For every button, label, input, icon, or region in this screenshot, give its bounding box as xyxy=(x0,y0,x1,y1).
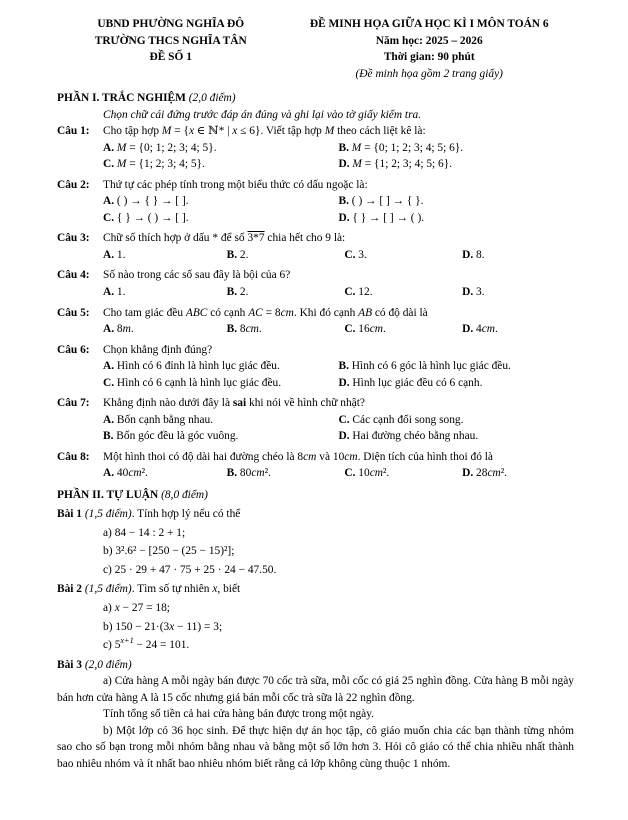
text-run: b) Một lớp có 36 học sinh. Để thực hiện dự án học tập, cô giáo muốn chia các bạn thành từng nhóm sao cho số bạn trong mỗi nhóm bằng nhau và bằng một số lớn hơn 3. Hỏi cô giáo có thể chia nhiều nhất thành bao nhiêu nhóm và ít nhất bao nhiêu nhóm biết rằng cả lớp không cùng thuộc 1 nhóm. xyxy=(57,724,574,770)
text-run: Chữ số thích hợp ở dấu * để số xyxy=(103,232,248,245)
text-run: có độ dài là xyxy=(372,306,428,319)
question-body xyxy=(103,123,574,173)
option-letter: A. xyxy=(103,248,117,261)
question-8 xyxy=(57,449,574,482)
text-run: cm xyxy=(251,467,265,480)
question-body xyxy=(103,305,574,338)
exam-code: ĐỀ SỐ 1 xyxy=(149,51,192,64)
question-label: Câu 7: xyxy=(57,397,90,410)
text-run: 10 xyxy=(358,467,370,480)
text-run: M xyxy=(351,141,362,154)
option-letter: D. xyxy=(338,430,353,443)
option-letter: A. xyxy=(103,360,117,373)
text-run: ( ) → [ ] → { }. xyxy=(351,195,424,208)
question-label: Câu 1: xyxy=(57,125,90,138)
problem-header xyxy=(57,657,574,674)
option-c xyxy=(344,321,462,338)
text-run: cm xyxy=(369,467,383,480)
option-letter: A. xyxy=(103,413,117,426)
option-grid xyxy=(103,321,574,338)
text-run: − 27 = 18; xyxy=(119,602,170,614)
text-run: Một hình thoi có độ dài hai đường chéo là xyxy=(103,450,298,463)
text-run: 40 xyxy=(116,467,129,480)
option-letter: C. xyxy=(344,285,359,298)
school-header xyxy=(57,16,284,82)
text-run: 3. xyxy=(358,248,367,261)
text-run: 28 xyxy=(476,467,488,480)
text-run: cm xyxy=(487,467,501,480)
text-run: 1. xyxy=(116,285,126,298)
option-b xyxy=(227,284,345,301)
option-grid xyxy=(103,358,574,391)
text-run: Hình có 6 cạnh là hình lục giác đều. xyxy=(116,376,282,389)
question-3 xyxy=(57,230,574,263)
option-letter: C. xyxy=(344,467,359,480)
text-run: Hình có 6 góc là hình lục giác đều. xyxy=(351,360,511,373)
text-run: cm xyxy=(481,323,496,336)
text-run: Bài 2 xyxy=(57,583,85,596)
problem-paragraph xyxy=(57,673,574,706)
question-7 xyxy=(57,395,574,445)
option-d xyxy=(462,465,574,482)
text-run: c) 25 · 29 + 47 · 75 + 25 · 24 − 47.50. xyxy=(103,563,277,576)
option-letter: C. xyxy=(103,376,117,389)
question-text xyxy=(103,449,574,466)
text-run: theo cách liệt kê là: xyxy=(334,125,426,138)
option-c xyxy=(339,412,575,429)
text-run: 2. xyxy=(239,285,249,298)
option-a xyxy=(103,358,339,375)
text-run: . Tính hợp lý nếu có thể xyxy=(131,508,241,521)
question-list xyxy=(57,123,574,482)
text-run: . xyxy=(130,323,134,336)
question-6 xyxy=(57,342,574,392)
text-run: (1,5 điểm) xyxy=(84,583,132,596)
option-letter: A. xyxy=(103,285,117,298)
option-c xyxy=(103,156,339,173)
text-run: ABC xyxy=(185,306,208,319)
text-run: ². xyxy=(264,467,271,480)
text-run: x+1 xyxy=(120,636,134,646)
question-text xyxy=(103,177,574,194)
text-run: Hình lục giác đều có 6 cạnh. xyxy=(352,376,483,389)
text-run: PHẦN I. TRẮC NGHIỆM xyxy=(57,92,189,105)
question-label: Câu 8: xyxy=(57,450,90,463)
text-run: − 11) = 3; xyxy=(174,620,223,633)
option-a xyxy=(103,193,339,210)
text-run: x xyxy=(212,583,218,596)
text-run: { } → ( ) → [ ]. xyxy=(116,211,189,224)
text-run: ≤ 6} xyxy=(237,125,261,138)
text-run: x xyxy=(232,125,238,138)
option-letter: C. xyxy=(103,211,117,224)
option-letter: A. xyxy=(103,195,117,208)
option-letter: B. xyxy=(103,430,117,443)
option-letter: C. xyxy=(344,323,359,336)
option-letter: C. xyxy=(338,413,353,426)
question-text xyxy=(103,123,574,140)
text-run: . Khi đó cạnh xyxy=(293,306,359,319)
text-run: M xyxy=(116,158,127,171)
problem-item xyxy=(103,619,574,636)
text-run: 1. xyxy=(116,248,126,261)
text-run: Cho tam giác đều xyxy=(103,306,186,319)
question-text xyxy=(103,305,574,322)
question-body xyxy=(103,177,574,227)
option-c xyxy=(344,465,462,482)
text-run: M xyxy=(161,125,172,138)
text-run: Hai đường chéo bằng nhau. xyxy=(352,430,479,443)
exam-title: ĐỀ MINH HỌA GIỮA HỌC KÌ I MÔN TOÁN 6 xyxy=(309,18,549,30)
text-run: x xyxy=(169,620,175,633)
option-letter: D. xyxy=(462,285,477,298)
text-run: { } → [ ] → ( ). xyxy=(352,211,425,224)
option-letter: B. xyxy=(226,285,240,298)
question-text xyxy=(103,395,574,412)
option-letter: B. xyxy=(338,360,352,373)
text-run: m xyxy=(122,323,131,336)
text-run: cm xyxy=(303,450,317,463)
text-run: chia hết cho 9 là: xyxy=(264,232,346,245)
question-text xyxy=(103,267,574,284)
option-d xyxy=(339,375,575,392)
text-run: 8. xyxy=(476,248,485,261)
text-run: (2,0 điểm) xyxy=(188,92,236,105)
text-run: M xyxy=(116,141,127,154)
option-b xyxy=(227,247,345,264)
text-run: và xyxy=(316,450,333,463)
option-d xyxy=(462,247,574,264)
text-run: x xyxy=(188,125,195,138)
text-run: − 24 = 101. xyxy=(133,639,190,652)
text-run: a) 84 − 14 : 2 + 1; xyxy=(103,526,186,539)
school-name: TRƯỜNG THCS NGHĨA TÂN xyxy=(94,34,247,47)
text-run: cm xyxy=(369,323,383,336)
text-run: cm xyxy=(245,323,259,336)
option-grid xyxy=(103,193,574,226)
problem-header xyxy=(57,581,574,598)
option-c xyxy=(344,247,462,264)
document-header xyxy=(57,16,574,82)
text-run: b) 3².6² − [250 − (25 − 15)²]; xyxy=(103,545,235,558)
text-run: x xyxy=(114,602,120,614)
option-grid xyxy=(103,465,574,482)
problem-item xyxy=(103,637,574,654)
option-letter: C. xyxy=(103,158,117,171)
text-run: Các cạnh đối song song. xyxy=(352,413,464,426)
problem-paragraph xyxy=(57,706,574,723)
option-letter: B. xyxy=(338,195,352,208)
text-run: . Diện tích của hình thoi đó là xyxy=(357,450,493,463)
text-run: = { xyxy=(171,125,189,138)
text-run: 8 xyxy=(239,323,246,336)
text-run: 4 xyxy=(476,323,482,336)
option-letter: C. xyxy=(344,248,359,261)
option-letter: A. xyxy=(103,141,117,154)
option-grid xyxy=(103,412,574,445)
text-run: Hình có 6 đỉnh là hình lục giác đều. xyxy=(116,360,280,373)
text-run: Chọn khẳng định đúng? xyxy=(103,343,213,356)
text-run: a) xyxy=(103,602,115,614)
text-run: Bài 1 xyxy=(57,508,85,521)
option-grid xyxy=(103,140,574,173)
text-run: Bốn góc đều là góc vuông. xyxy=(116,430,239,443)
text-run: ². xyxy=(141,467,148,480)
text-run: 3. xyxy=(476,285,485,298)
option-c xyxy=(344,284,462,301)
option-b xyxy=(339,193,575,210)
problem-item xyxy=(103,525,574,542)
department-name: UBND PHƯỜNG NGHĨA ĐÔ xyxy=(97,18,245,30)
problem-list xyxy=(57,506,574,772)
question-text xyxy=(103,342,574,359)
text-run: ². xyxy=(500,467,507,480)
text-run: . xyxy=(382,323,386,336)
text-run: Thứ tự các phép tính trong một biểu thức có dấu ngoặc là: xyxy=(103,178,368,191)
question-1 xyxy=(57,123,574,173)
option-d xyxy=(339,210,575,227)
exam-note: (Đề minh họa gồm 2 trang giấy) xyxy=(355,67,503,80)
option-letter: D. xyxy=(462,248,477,261)
option-letter: A. xyxy=(103,323,117,336)
option-letter: D. xyxy=(338,211,353,224)
text-run: PHẦN II. TỰ LUẬN xyxy=(57,488,162,501)
option-letter: D. xyxy=(462,323,477,336)
problem-2 xyxy=(57,581,574,653)
question-4 xyxy=(57,267,574,300)
text-run: , biết xyxy=(217,583,241,596)
text-run: Số nào trong các số sau đây là bội của 6? xyxy=(103,269,291,282)
text-run: . xyxy=(495,323,498,336)
option-d xyxy=(339,156,575,173)
question-body xyxy=(103,230,574,263)
text-run: (8,0 điểm) xyxy=(161,488,208,501)
option-letter: D. xyxy=(338,376,353,389)
part1-title xyxy=(57,90,574,107)
text-run: 12. xyxy=(358,285,373,298)
text-run: = 8 xyxy=(262,306,281,319)
question-label: Câu 4: xyxy=(57,269,90,282)
text-run: . xyxy=(258,323,262,336)
exam-header xyxy=(284,16,574,82)
option-letter: B. xyxy=(226,467,240,480)
text-run: = {0; 1; 2; 3; 4; 5; 6}. xyxy=(361,141,464,154)
option-a xyxy=(103,247,227,264)
text-run: 10 xyxy=(332,450,345,463)
text-run: sai xyxy=(232,397,247,410)
option-a xyxy=(103,465,227,482)
text-run: cm xyxy=(280,306,294,319)
text-run: M xyxy=(324,125,335,138)
text-run: 3*7 xyxy=(247,232,265,245)
text-run: 2. xyxy=(239,248,249,261)
text-run: 16 xyxy=(358,323,370,336)
question-body xyxy=(103,395,574,445)
text-run: cm xyxy=(344,450,358,463)
question-2 xyxy=(57,177,574,227)
text-run: 8 xyxy=(116,323,123,336)
text-run: 8 xyxy=(297,450,304,463)
problem-paragraph xyxy=(57,723,574,773)
option-letter: A. xyxy=(103,467,117,480)
option-letter: D. xyxy=(462,467,477,480)
text-run: có cạnh xyxy=(207,306,249,319)
option-letter: B. xyxy=(226,248,240,261)
option-grid xyxy=(103,284,574,301)
part1-instruction: Chọn chữ cái đứng trước đáp án đúng và ghi lại vào tờ giấy kiểm tra. xyxy=(103,108,422,121)
text-run: Cho tập hợp xyxy=(103,125,162,138)
text-run: (2,0 điểm) xyxy=(84,658,132,671)
text-run: ². xyxy=(382,467,390,480)
option-d xyxy=(462,284,574,301)
option-b xyxy=(227,321,345,338)
text-run: khi nói về hình chữ nhật? xyxy=(246,397,365,410)
text-run: = {0; 1; 2; 3; 4; 5}. xyxy=(126,141,217,154)
text-run: . Viết tập hợp xyxy=(260,125,325,138)
option-b xyxy=(103,428,339,445)
question-body xyxy=(103,449,574,482)
text-run: AB xyxy=(358,306,373,319)
text-run: = {1; 2; 3; 4; 5; 6}. xyxy=(361,158,453,171)
option-d xyxy=(462,321,574,338)
option-b xyxy=(227,465,345,482)
option-a xyxy=(103,412,339,429)
text-run: = {1; 2; 3; 4; 5}. xyxy=(126,158,205,171)
question-label: Câu 2: xyxy=(57,178,90,191)
text-run: a) Cửa hàng A mỗi ngày bán được 70 cốc trà sữa, mỗi cốc có giá 25 nghìn đồng. Cửa hàng B mỗi ngày bán hơn cửa hàng A là 15 cốc nhưng giá bán mỗi cốc trà sữa là 22 nghìn đồng. xyxy=(57,675,574,704)
option-b xyxy=(339,358,575,375)
question-5 xyxy=(57,305,574,338)
question-text xyxy=(103,230,574,247)
exam-duration: Thời gian: 90 phút xyxy=(383,51,475,64)
option-grid xyxy=(103,247,574,264)
option-letter: D. xyxy=(338,158,353,171)
text-run: Bốn cạnh bằng nhau. xyxy=(116,413,214,426)
part2-title xyxy=(57,487,574,504)
problem-item xyxy=(103,562,574,579)
option-d xyxy=(339,428,575,445)
option-c xyxy=(103,375,339,392)
problem-1 xyxy=(57,506,574,578)
option-c xyxy=(103,210,339,227)
text-run: M xyxy=(352,158,362,171)
question-label: Câu 6: xyxy=(57,343,90,356)
question-body xyxy=(103,342,574,392)
question-label: Câu 5: xyxy=(57,306,90,319)
text-run: ( ) → { } → [ ]. xyxy=(116,195,189,208)
text-run: Bài 3 xyxy=(57,658,85,671)
problem-3 xyxy=(57,657,574,773)
text-run: AC xyxy=(248,306,263,319)
question-body xyxy=(103,267,574,300)
option-a xyxy=(103,140,339,157)
problem-item xyxy=(103,543,574,560)
option-a xyxy=(103,284,227,301)
text-run: Khẳng định nào dưới đây là xyxy=(103,397,233,410)
option-letter: B. xyxy=(338,141,352,154)
text-run: . Tìm số tự nhiên xyxy=(131,583,213,596)
text-run: ∈ ℕ* | xyxy=(194,125,233,138)
school-year: Năm học: 2025 – 2026 xyxy=(375,34,483,47)
option-b xyxy=(339,140,575,157)
text-run: (1,5 điểm) xyxy=(84,508,132,521)
option-letter: B. xyxy=(226,323,240,336)
text-run: cm xyxy=(128,467,142,480)
question-label: Câu 3: xyxy=(57,232,90,245)
problem-item xyxy=(103,600,574,617)
text-run: c) 5 xyxy=(103,639,121,652)
text-run: Tính tổng số tiền cả hai cửa hàng bán được trong một ngày. xyxy=(103,708,375,721)
option-a xyxy=(103,321,227,338)
problem-header xyxy=(57,506,574,523)
text-run: 80 xyxy=(239,467,252,480)
text-run: b) 150 − 21·(3 xyxy=(103,620,170,633)
